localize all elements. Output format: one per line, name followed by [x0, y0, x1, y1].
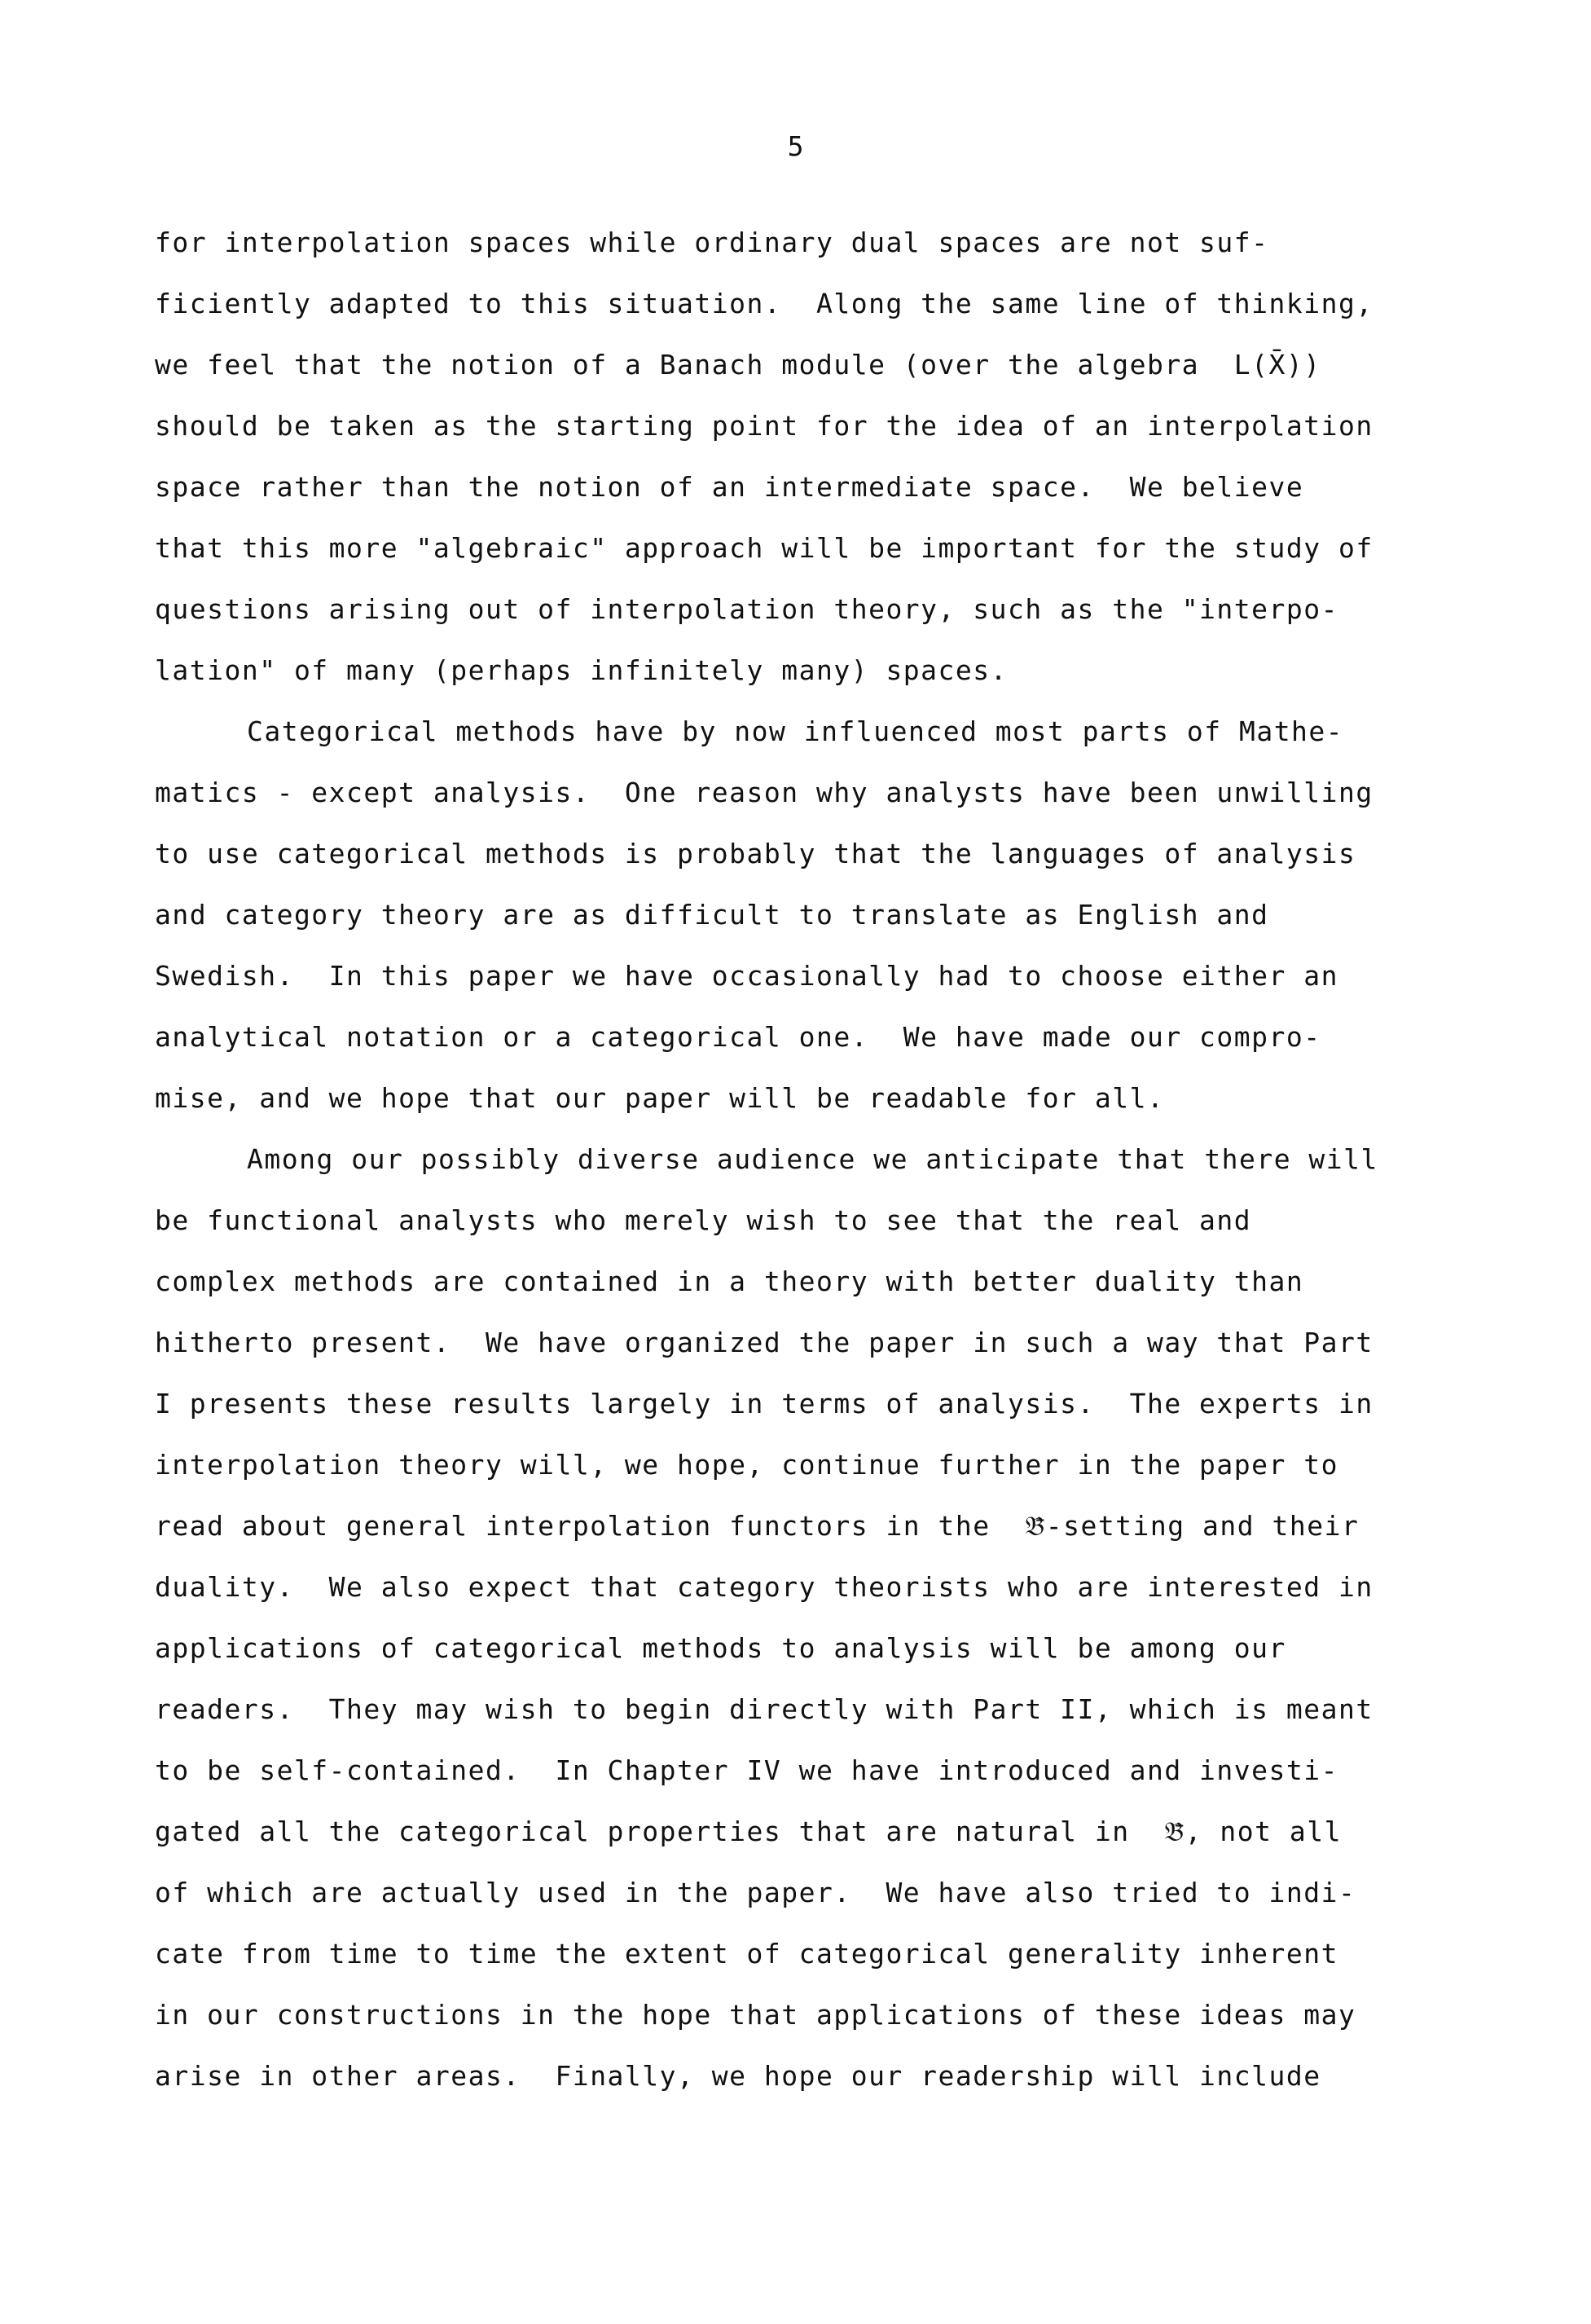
text-line: Categorical methods have by now influenced most parts of Mathe- — [247, 715, 1344, 747]
text-line: should be taken as the starting point for the idea of an interpolation — [155, 410, 1373, 442]
text-line: readers. They may wish to begin directly with Part II, which is meant — [155, 1693, 1373, 1725]
text-line: matics - except analysis. One reason why analysts have been unwilling — [155, 777, 1373, 808]
text-line: to use categorical methods is probably that the languages of analysis — [155, 838, 1356, 869]
text-line: be functional analysts who merely wish to see that the real and — [155, 1204, 1252, 1236]
text-line: for interpolation spaces while ordinary dual spaces are not suf- — [155, 227, 1269, 258]
text-line: analytical notation or a categorical one. We have made our compro- — [155, 1021, 1321, 1053]
text-line: to be self-contained. In Chapter IV we have introduced and investi- — [155, 1754, 1339, 1786]
paragraph-1 — [155, 212, 1475, 701]
text-line: I presents these results largely in terms of analysis. The experts in — [155, 1388, 1373, 1419]
text-line: questions arising out of interpolation theory, such as the "interpo- — [155, 593, 1339, 625]
text-line: space rather than the notion of an intermediate space. We believe — [155, 471, 1304, 503]
text-line: and category theory are as difficult to translate as English and — [155, 899, 1269, 931]
text-line: complex methods are contained in a theory with better duality than — [155, 1265, 1304, 1297]
text-line: we feel that the notion of a Banach module (over the algebra L(X̄)) — [155, 349, 1321, 381]
paragraph-2 — [155, 701, 1475, 1129]
text-line: arise in other areas. Finally, we hope our readership will include — [155, 2060, 1321, 2092]
text-line: Swedish. In this paper we have occasionally had to choose either an — [155, 960, 1339, 992]
text-line: interpolation theory will, we hope, continue further in the paper to — [155, 1449, 1339, 1481]
text-line: mise, and we hope that our paper will be readable for all. — [155, 1082, 1165, 1114]
page-number: 5 — [787, 130, 804, 162]
text-line: of which are actually used in the paper. We have also tried to indi- — [155, 1877, 1356, 1908]
text-line: that this more "algebraic" approach will be important for the study of — [155, 532, 1373, 564]
text-line: ficiently adapted to this situation. Along the same line of thinking, — [155, 288, 1373, 319]
text-line: lation" of many (perhaps infinitely many) spaces. — [155, 654, 1009, 686]
text-line: duality. We also expect that category theorists who are interested in — [155, 1571, 1373, 1603]
paragraph-3 — [155, 1129, 1475, 2106]
text-line: cate from time to time the extent of categorical generality inherent — [155, 1938, 1339, 1970]
text-line: Among our possibly diverse audience we anticipate that there will — [247, 1143, 1378, 1175]
text-line: gated all the categorical properties that are natural in 𝔅̄, not all — [155, 1816, 1342, 1847]
text-line: in our constructions in the hope that applications of these ideas may — [155, 1999, 1356, 2031]
text-line: applications of categorical methods to analysis will be among our — [155, 1632, 1286, 1664]
text-line: hitherto present. We have organized the paper in such a way that Part — [155, 1327, 1373, 1358]
body-text — [155, 212, 1475, 2106]
text-line: read about general interpolation functors in the 𝔅̄-setting and their — [155, 1510, 1360, 1542]
